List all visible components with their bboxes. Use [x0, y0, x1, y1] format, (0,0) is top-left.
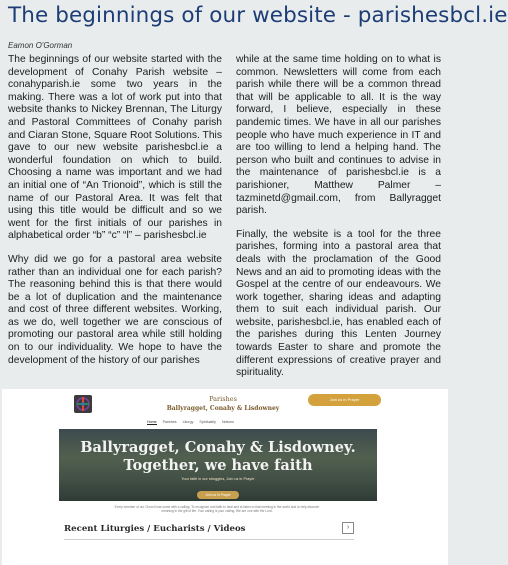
right-column — [236, 54, 441, 391]
paragraph: Finally, the website is a tool for the three parishes, forming into a pastoral area that deals with the proclamation of the Good News and an aid to promoting ideas with the Gospel at the centre of our endeavours. We work together, sharing ideas and adapting them to suit each individual parish. Our website, parishesbcl.ie, has enabled each of the parishes during this Lenten Journey towards Easter to share and promote the different expressions of creative prayer and spirituality. — [236, 228, 441, 379]
left-column — [8, 54, 222, 378]
website-screenshot — [2, 389, 448, 565]
nav-item-parishes[interactable]: Parishes — [162, 420, 177, 424]
site-name-line1: Parishes — [209, 395, 237, 403]
recent-heading: Recent Liturgies / Eucharists / Videos — [64, 524, 246, 534]
site-nav — [147, 420, 299, 425]
nav-item-notices[interactable]: Notices — [221, 420, 234, 424]
nav-item-liturgy[interactable]: Liturgy — [182, 420, 194, 424]
hero-tagline: Your faith in our struggles, Join us in Prayer — [181, 477, 255, 481]
parish-logo-icon — [68, 394, 98, 414]
paragraph: while at the same time holding on to what is common. Newsletters will come from each parish while there will be a common thread that will be applicable to all. It is the way forward, I believe, especially in these pandemic times. We have in all our parishes people who have much experience in IT and are too willing to lend a helping hand. The person who built and continues to advise in the maintenance of parishesbcl.ie is a parishioner, Matthew Palmer – tazminetd@gmail.com, from Ballyragget parish. — [236, 54, 441, 217]
join-prayer-button[interactable]: Join us in Prayer — [308, 394, 381, 406]
article-author: Eamon O'Gorman — [8, 41, 73, 50]
hero-subtitle: Together, we have faith — [123, 457, 313, 474]
chevron-right-icon[interactable]: › — [342, 522, 354, 534]
article-title: The beginnings of our website - parishesbcl.ie — [8, 3, 508, 28]
hero-title: Ballyragget, Conahy & Lisdowney. — [80, 439, 356, 456]
site-name-line2: Ballyragget, Conahy & Lisdowney — [166, 405, 280, 412]
nav-item-spirituality[interactable]: Spirituality — [199, 420, 216, 424]
intro-text: Every member of our Church has come with a calling. To recognise and faith to heal and to listen to that meeting in the world and to help discover meaning in the gift of life. Your calling is your calling. We are one with the Lord. — [114, 505, 320, 514]
paragraph: The beginnings of our website started with the development of Conahy Parish website – conahyparish.ie some two years in the making. There was a lot of work put into that website thanks to Nickey Brennan, The Liturgy and Pastoral Committees of Conahy parish and Ciaran Stone, Square Root Solutions. This gave to our new website parishesbcl.ie a wonderful foundation on which to build. Choosing a name was important and we had an initial one of “An Trionoid”, which is still the name of our Pastoral Area. It was felt that using this title would be difficult and so we went for the first initials of our parishes in alphabetical order “b” “c” “l” – parishesbcl.ie — [8, 54, 222, 242]
hero-join-button[interactable]: Join us in Prayer — [197, 491, 238, 499]
nav-item-home[interactable]: Home — [147, 420, 157, 424]
site-name — [147, 395, 299, 412]
paragraph: Why did we go for a pastoral area website rather than an individual one for each parish? The reasoning behind this is that there would be a lot of duplication and the maintenance and cost of three different websites. Working, as we do, well together we are conscious of promoting our pastoral area while still holding on to our individuality. We hope to have the development of the history of our parishes — [8, 253, 222, 366]
hero-banner — [59, 429, 377, 501]
divider — [64, 539, 354, 540]
